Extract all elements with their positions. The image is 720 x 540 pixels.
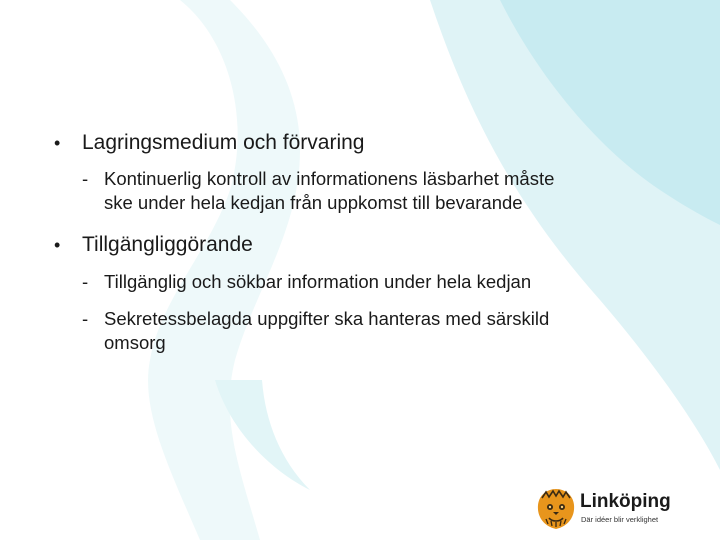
- sub-bullet-glyph: -: [82, 308, 89, 329]
- sub-bullet-item: [82, 270, 532, 294]
- bullet-text: Tillgängliggörande: [82, 233, 253, 256]
- sub-bullet-text-line: Sekretessbelagda uppgifter ska hanteras med särskild: [104, 308, 550, 329]
- sub-bullet-glyph: -: [82, 271, 89, 292]
- sub-bullet-text-line: ske under hela kedjan från uppkomst till bevarande: [104, 192, 523, 213]
- sub-bullet-glyph: -: [82, 168, 89, 189]
- sub-bullet-text-line: Kontinuerlig kontroll av informationens läsbarhet måste: [104, 168, 555, 189]
- bullet-glyph: •: [54, 133, 61, 153]
- logo-wordmark: Linköping: [580, 491, 671, 512]
- linkoping-logo: [536, 488, 676, 532]
- sub-bullet-item: [82, 167, 555, 215]
- sub-bullet-text-line: Tillgänglig och sökbar information under hela kedjan: [104, 271, 532, 292]
- bullet-text: Lagringsmedium och förvaring: [82, 131, 365, 154]
- bullet-glyph: •: [54, 235, 61, 255]
- sub-bullet-text-line: omsorg: [104, 332, 166, 353]
- bullet-item: [54, 131, 365, 155]
- lion-crest-icon: [536, 488, 576, 530]
- sub-bullet-item: [82, 307, 550, 355]
- logo-tagline: Där idéer blir verklighet: [581, 515, 659, 524]
- bullet-item: [54, 233, 253, 257]
